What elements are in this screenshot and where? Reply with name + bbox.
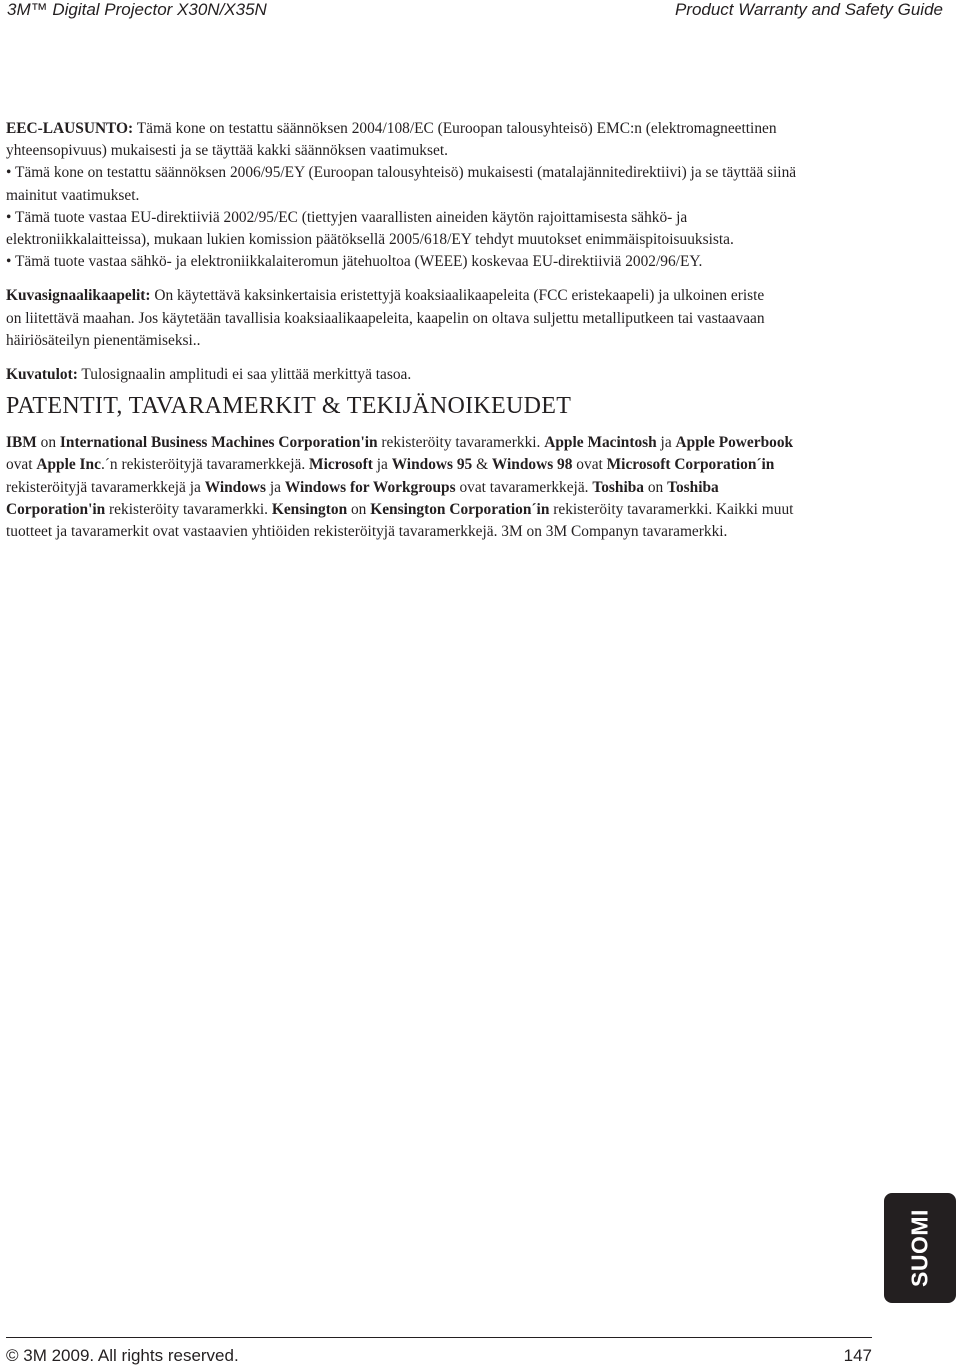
header-title: 3M™ Digital Projector X30N/X35N [7, 0, 267, 19]
patents-heading: PATENTIT, TAVARAMERKIT & TEKIJÄNOIKEUDET [6, 393, 572, 419]
page-number: 147 [843, 1346, 872, 1365]
eec-bullet-3: • Tämä tuote vastaa sähkö- ja elektroniikkalaiteromun jätehuoltoa (WEEE) koskevaa EU-direktiiviä 2002/96/EY. [6, 253, 703, 271]
regulatory-section [6, 118, 868, 386]
eec-bullet-1: • Tämä kone on testattu säännöksen 2006/95/EY (Euroopan talousyhteisö) mukaisesti (matalajännitedirektiivi) ja se täyttää siinä mainitut vaatimukset. [6, 164, 797, 204]
language-tab-label: SUOMI [906, 1209, 933, 1287]
footer-rule [6, 1337, 872, 1338]
eec-text-2: yhteensopivuus) mukaisesti ja se täyttää kakki säännöksen vaatimukset. [6, 142, 448, 160]
eec-statement [6, 118, 868, 273]
video-cable-label: Kuvasignaalikaapelit: [6, 287, 151, 305]
patents-body: IBM on International Business Machines Corporation'in rekisteröity tavaramerkki. Apple Macintosh ja Apple Powerbook ovat Apple Inc.´n rekisteröityjä tavaramerkkejä. Microsoft ja Windows 95 & Windows 98 ovat Microsoft Corporation´in rekisteröityjä tavaramerkkejä ja Windows ja Windows for Workgroups ovat tavaramerkkejä. Toshiba on Toshiba Corporation'in rekisteröity tavaramerkki. Kensington on Kensington Corporation´in rekisteröity tavaramerkki. Kaikki muut tuotteet ja tavaramerkit ovat vastaavien yhtiöiden rekisteröityjä tavaramerkkejä. 3M on 3M Companyn tavaramerkki. [6, 434, 794, 541]
header-guide-title: Product Warranty and Safety Guide [674, 0, 943, 19]
copyright: © 3M 2009. All rights reserved. [6, 1346, 239, 1365]
video-out-statement: Kuvatulot: Tulosignaalin amplitudi ei saa ylittää merkittyä tasoa. [6, 366, 412, 384]
video-out-label: Kuvatulot: [6, 366, 78, 384]
eec-bullet-2: • Tämä tuote vastaa EU-direktiiviä 2002/95/EC (tiettyjen vaarallisten aineiden käytön rajoittamisesta sähkö- ja elektroniikkalaitteissa), mukaan lukien komission päätöksellä 2005/618/EY tehdyt muutokset enimmäispitoisuuksista. [6, 208, 734, 249]
video-cable-statement: Kuvasignaalikaapelit: On käytettävä kaksinkertaisia eristettyjä koaksiaalikaapeleita (FCC eristekaapeli) ja ulkoinen eriste on liitettävä maahan. Jos käytetään tavallisia koaksiaalikaapeleita, kaapelin on oltava suljettu metalliputkeen tai vastaavaan häiriösäteilyn pienentämiseksi.. [6, 287, 765, 349]
language-tab [884, 1193, 956, 1303]
eec-label: EEC-LAUSUNTO: [6, 120, 134, 137]
eec-text-1: Tämä kone on testattu säännöksen 2004/108/EC (Euroopan talousyhteisö) EMC:n (elektromagneettinen [133, 120, 777, 137]
